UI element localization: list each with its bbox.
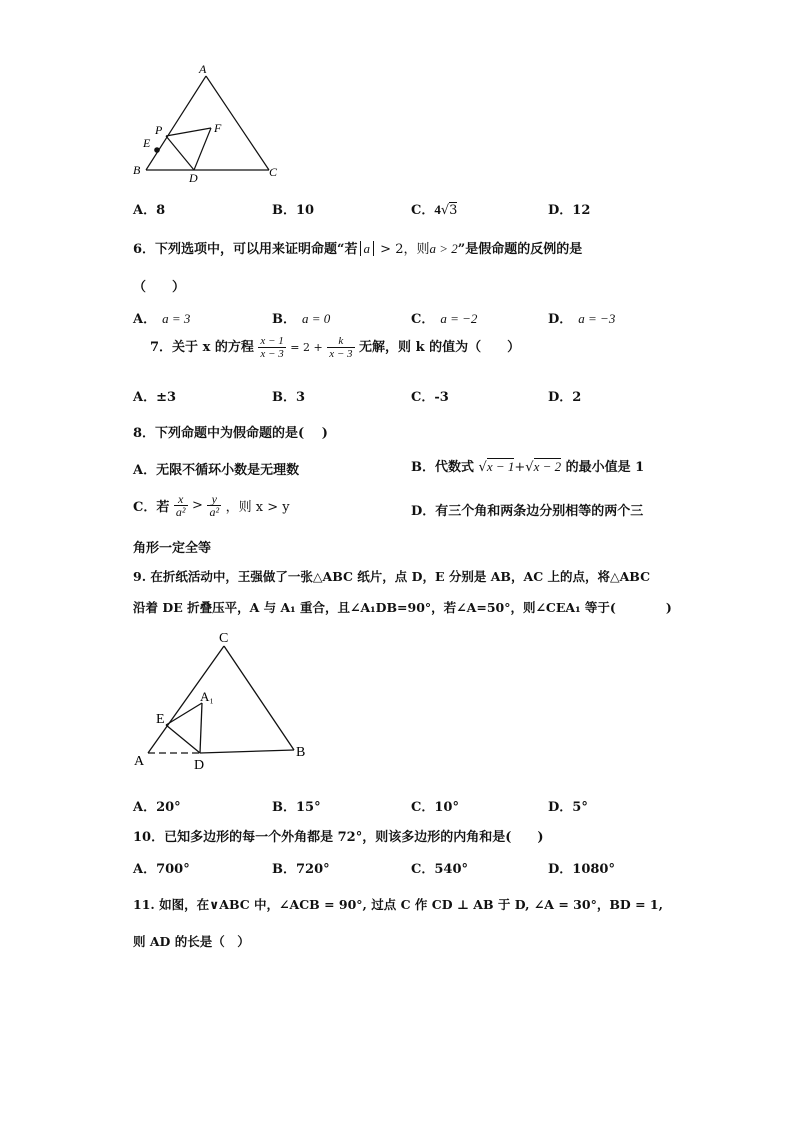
q6-option-d-label: D． [548,312,573,327]
q9-option-c[interactable]: C．10° [411,800,459,815]
q10-option-d[interactable]: D．1080° [548,862,615,877]
q8-option-a[interactable]: A．无限不循环小数是无理数 [133,463,300,478]
q11-stem-line-1: 11. 如图，在∨ABC 中，∠ACB = 90°, 过点 C 作 CD ⊥ AB 于 D, ∠A = 30°，BD = 1, [133,897,663,912]
q6-option-a-label: A． [133,312,157,327]
q7-f2-num: k [327,335,354,348]
q6-option-c[interactable] [411,308,477,327]
q8-c-pre: C．若 [133,500,170,515]
q8-stem: 8．下列命题中为假命题的是( ) [133,426,328,441]
label-d: D [189,171,198,185]
label-b: B [133,163,141,177]
q7-stem [150,335,520,360]
q5-c-radicand: 3 [449,203,458,218]
q8-option-c[interactable] [133,493,290,518]
triangle-figure-q5 [128,60,288,185]
label-b: B [296,745,306,760]
sqrt-symbol: √ [440,203,450,218]
q10-option-b[interactable]: B．720° [272,862,330,877]
q9-stem-line-2: 沿着 DE 折叠压平，A 与 A₁ 重合，且∠A₁DB=90°，若∠A=50°，则∠CEA₁ 等于( ) [133,600,672,615]
label-e: E [156,712,165,727]
q8-c-fraction-1 [174,493,188,518]
q8-c-f2-num: y [207,493,221,506]
label-f: F [214,121,222,135]
q8-option-d[interactable]: D．有三个角和两条边分别相等的两个三 [411,504,644,519]
q10-stem: 10．已知多边形的每一个外角都是 72°，则该多边形的内角和是( ) [133,830,544,845]
q7-option-a[interactable]: A．±3 [133,390,177,405]
q8-option-b[interactable] [411,456,644,475]
q5-option-d[interactable]: D．12 [548,203,591,218]
q9-stem-line-1: 9. 在折纸活动中，王强做了一张△ABC 纸片，点 D，E 分别是 AB，AC 上的点，将△ABC [133,569,651,584]
label-c: C [269,165,278,179]
q6-option-c-value: a = −2 [440,311,478,326]
q11-stem-line-2: 则 AD 的长是（ ） [133,934,250,949]
q8-c-fraction-2 [207,493,221,518]
q5-option-b[interactable]: B．10 [272,203,315,218]
q7-option-b[interactable]: B．3 [272,390,306,405]
q8-c-f2-den: a² [209,505,220,519]
q7-option-d[interactable]: D．2 [548,390,582,405]
q6-option-c-label: C． [411,312,435,327]
label-a: A [134,754,145,769]
label-p: P [155,123,163,137]
q6-stem-d: ”是假命题的反例的是 [457,242,583,257]
q6-abs-a: a [360,241,375,256]
q8-b-post: 的最小值是 1 [565,460,645,475]
q7-fraction-2 [327,335,354,360]
label-e: E [143,136,151,150]
q5-option-c[interactable] [411,199,457,218]
sqrt-symbol: √ [478,460,487,475]
q5-c-coef: 4 [434,202,441,217]
label-d: D [194,758,205,773]
q5-option-c-label: C． [411,203,435,218]
q8-b-pre: B．代数式 [411,460,474,475]
q8-c-f1-num: x [174,493,188,506]
q6-option-d[interactable] [548,308,615,327]
q8-option-d-continued: 角形一定全等 [133,541,212,556]
q8-b-radicand-1: x − 1 [486,459,515,474]
q6-stem-a: 6．下列选项中，可以用来证明命题“若 [133,242,358,257]
q5-option-a[interactable]: A．8 [133,203,166,218]
q7-fraction-1 [258,335,285,360]
label-a: A [199,62,207,76]
q8-b-radicand-2: x − 2 [533,459,562,474]
q7-f1-num: x − 1 [260,335,284,347]
q6-option-a-value: a = 3 [162,311,191,326]
q9-option-d[interactable]: D．5° [548,800,588,815]
q7-f2-den: x − 3 [329,348,353,360]
q6-option-d-value: a = −3 [578,311,616,326]
sqrt-symbol: √ [525,460,534,475]
q7-post: 无解，则 k 的值为（ ） [359,340,521,355]
q6-option-b-label: B． [272,312,296,327]
q6-stem-b: > 2，则 [376,242,430,257]
q6-option-a[interactable] [133,308,190,327]
q6-stem [133,238,582,257]
q8-b-plus: + [514,460,526,475]
label-c: C [219,631,229,646]
q8-c-gt: > [192,498,203,513]
q7-pre: 7．关于 x 的方程 [150,340,254,355]
triangle-figure-q9 [128,628,318,778]
q10-option-c[interactable]: C．540° [411,862,468,877]
q8-c-f1-den: a² [175,505,186,519]
q6-option-b[interactable] [272,308,330,327]
q7-option-c[interactable]: C．-3 [411,390,449,405]
q6-paren: （ ） [133,280,186,295]
q9-option-b[interactable]: B．15° [272,800,321,815]
q10-option-a[interactable]: A．700° [133,862,190,877]
q7-mid: = 2 + [290,341,323,354]
q9-option-a[interactable]: A．20° [133,800,181,815]
q8-c-post: ，则 x > y [225,500,290,515]
q7-f1-den: x − 3 [260,348,284,360]
label-a1: A₁ [200,689,214,704]
q6-option-b-value: a = 0 [302,311,331,326]
q6-stem-c: a > 2 [429,241,458,256]
